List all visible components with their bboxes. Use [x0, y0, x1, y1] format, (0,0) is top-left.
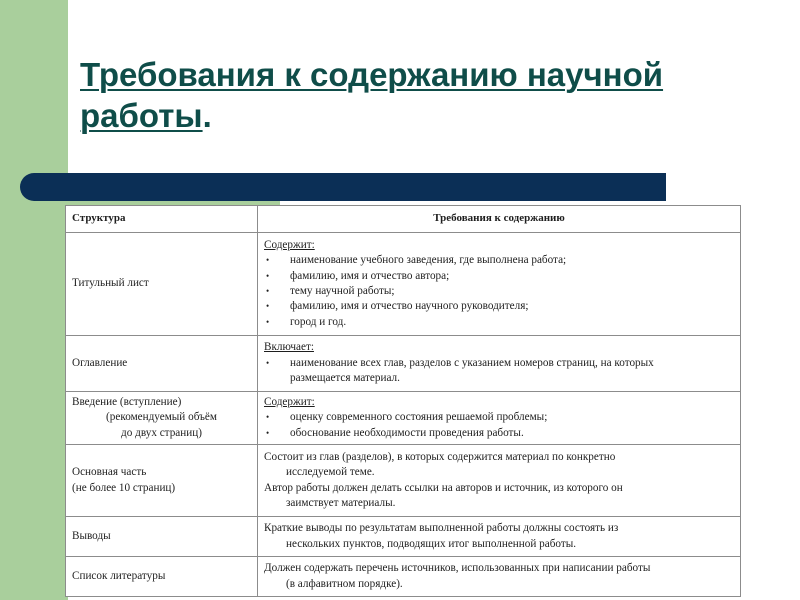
- list-item: • город и год.: [264, 315, 734, 330]
- table-row: [66, 336, 741, 392]
- table-header-row: [66, 206, 741, 233]
- cell-requirements: [258, 336, 741, 392]
- cell-structure: [66, 445, 258, 517]
- table-row: [66, 392, 741, 445]
- structure-line: Основная часть: [72, 466, 147, 479]
- requirements-line: Должен содержать перечень источников, использованных при написании работы: [264, 562, 651, 575]
- list-item: • наименование учебного заведения, где выполнена работа;: [264, 253, 734, 268]
- requirements-list: [264, 356, 734, 371]
- list-item: • оценку современного состояния решаемой проблемы;: [264, 410, 734, 425]
- cell-requirements: [258, 557, 741, 597]
- cell-structure: [66, 233, 258, 336]
- requirements-table: [65, 205, 741, 597]
- structure-line: Список литературы: [72, 569, 166, 582]
- cell-requirements: [258, 233, 741, 336]
- structure-line: (не более 10 страниц): [72, 481, 176, 494]
- cell-structure: [66, 392, 258, 445]
- cell-structure: [66, 517, 258, 557]
- table-row: [66, 233, 741, 336]
- cell-requirements: [258, 445, 741, 517]
- requirements-line: исследуемой теме.: [286, 466, 375, 479]
- list-item: • обоснование необходимости проведения работы.: [264, 426, 734, 441]
- header-structure: Структура: [66, 206, 258, 233]
- cell-structure: [66, 336, 258, 392]
- requirements-line: Краткие выводы по результатам выполненной работы должны состоять из: [264, 522, 619, 535]
- structure-line: Титульный лист: [72, 277, 149, 290]
- table-row: [66, 445, 741, 517]
- requirements-lead: Включает:: [264, 341, 314, 354]
- table-row: [66, 517, 741, 557]
- list-item: • фамилию, имя и отчество автора;: [264, 269, 734, 284]
- slide-title: [80, 54, 740, 136]
- requirements-lead: Содержит:: [264, 238, 315, 251]
- title-line-1: Требования к содержанию научной: [80, 56, 664, 93]
- structure-line: Введение (вступление): [72, 395, 182, 408]
- structure-line: до двух страниц): [121, 426, 202, 439]
- structure-line: Выводы: [72, 529, 111, 542]
- green-side-bar: [0, 190, 68, 600]
- title-line-2: работы: [80, 97, 203, 134]
- requirements-lead: Содержит:: [264, 395, 315, 408]
- list-item-continuation: размещается материал.: [290, 372, 400, 385]
- structure-line: (рекомендуемый объём: [106, 411, 217, 424]
- requirements-line: Состоит из глав (разделов), в которых содержится материал по конкретно: [264, 450, 616, 463]
- requirements-list: [264, 253, 734, 330]
- structure-line: Оглавление: [72, 356, 128, 369]
- requirements-list: [264, 410, 734, 441]
- requirements-line: Автор работы должен делать ссылки на авторов и источник, из которого он: [264, 481, 623, 494]
- requirements-line: заимствует материалы.: [286, 496, 396, 509]
- list-item: • тему научной работы;: [264, 284, 734, 299]
- title-period: .: [202, 97, 212, 134]
- cell-structure: [66, 557, 258, 597]
- navy-divider-band: [20, 173, 666, 201]
- cell-requirements: [258, 392, 741, 445]
- requirements-line: (в алфавитном порядке).: [286, 577, 403, 590]
- requirements-line: нескольких пунктов, подводящих итог выполненной работы.: [286, 537, 577, 550]
- header-requirements: Требования к содержанию: [258, 206, 741, 233]
- cell-requirements: [258, 517, 741, 557]
- table-row: [66, 557, 741, 597]
- list-item: • наименование всех глав, разделов с указанием номеров страниц, на которых: [264, 356, 734, 371]
- list-item: • фамилию, имя и отчество научного руководителя;: [264, 299, 734, 314]
